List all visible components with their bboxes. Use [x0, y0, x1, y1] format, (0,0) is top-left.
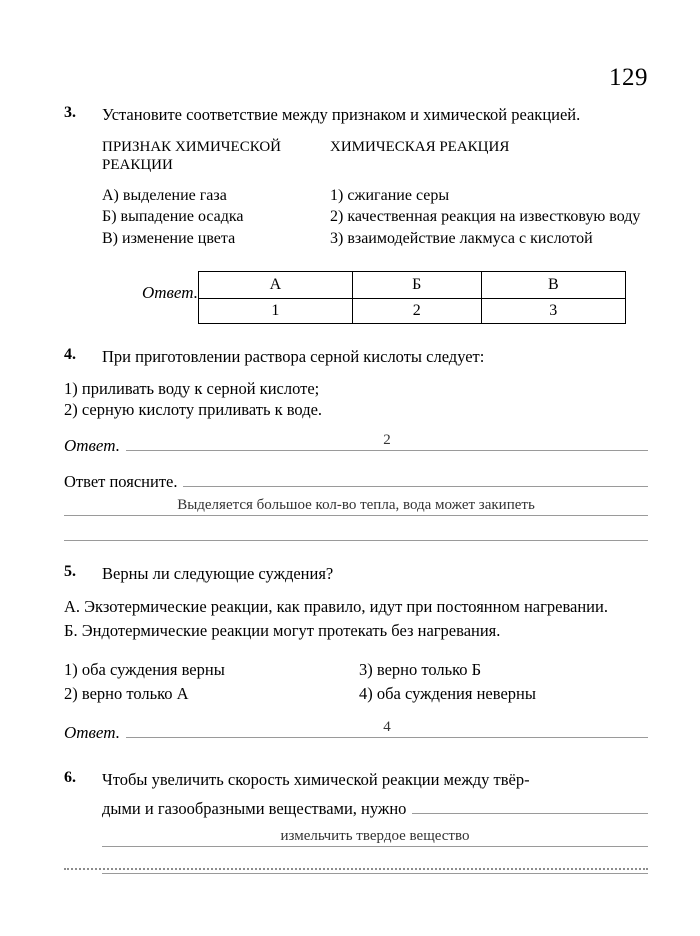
- page-content: [64, 104, 648, 880]
- task-5-option-3[interactable]: 3) верно только Б: [359, 659, 482, 679]
- task-5-option-4[interactable]: 4) оба суждения неверны: [359, 684, 536, 704]
- task-3-left-item-v: В) изменение цвета: [102, 229, 236, 247]
- task-3-columns: [102, 138, 648, 249]
- task-3-header-v: В: [481, 271, 625, 298]
- task-5-body: [102, 563, 648, 584]
- task-6-number: 6.: [64, 769, 76, 787]
- task-5-number: 5.: [64, 563, 76, 581]
- task-3-number: 3.: [64, 104, 76, 121]
- task-3-right-item-3: 3) взаимодействие лакмуса с кислотой: [330, 229, 593, 247]
- task-6-stem-line2: дыми и газообразными веществами, нужно: [102, 798, 407, 818]
- task-4-number: 4.: [64, 345, 76, 363]
- task-3-left-heading: [102, 138, 330, 174]
- task-4-options: [64, 378, 648, 420]
- task-6-stem-line1: Чтобы увеличить скорость химической реакции между твёр-: [102, 770, 530, 790]
- task-3-right-spacer: [330, 167, 648, 185]
- task-4: [64, 346, 648, 541]
- task-4-explain-field-2[interactable]: [64, 496, 648, 516]
- task-3-value-b[interactable]: 2: [352, 298, 481, 323]
- task-3-body: [102, 104, 648, 324]
- task-6-answer-field-1[interactable]: [412, 793, 648, 814]
- task-6-body: [102, 769, 648, 873]
- task-5-options-left: [64, 658, 353, 708]
- task-5-statement-b: Б. Эндотермические реакции могут протекать без нагревания.: [64, 621, 501, 641]
- task-3-answer-label: Ответ.: [142, 282, 198, 302]
- task-3-value-v[interactable]: 3: [481, 298, 625, 323]
- task-5-answer-value: 4: [383, 719, 391, 736]
- task-3-header-a: А: [199, 271, 353, 298]
- task-5-stem: Верны ли следующие суждения?: [102, 564, 334, 584]
- table-row: [199, 298, 626, 323]
- task-4-explain-field-3[interactable]: [64, 520, 648, 541]
- task-4-answer-field[interactable]: [126, 434, 648, 451]
- task-4-answer-row: [64, 434, 648, 456]
- task-4-explain-field-1[interactable]: [183, 470, 648, 487]
- table-row: [199, 271, 626, 298]
- page-bottom-divider: [64, 868, 648, 870]
- task-3-right-heading: ХИМИЧЕСКАЯ РЕАКЦИЯ: [330, 139, 510, 156]
- task-3-right-item-2: 2) качественная реакция на известковую воду: [330, 208, 641, 226]
- task-5-option-1[interactable]: 1) оба суждения верны: [64, 659, 225, 679]
- task-4-option-2: 2) серную кислоту приливать к воде.: [64, 400, 323, 420]
- task-4-answer-value: 2: [383, 432, 391, 449]
- task-4-option-1: 1) приливать воду к серной кислоте;: [64, 379, 320, 399]
- task-3-left-item-b: Б) выпадение осадка: [102, 208, 244, 226]
- task-3-stem: Установите соответствие между признаком и химической реакцией.: [102, 105, 581, 124]
- task-3-left-heading-line2: РЕАКЦИИ: [102, 157, 173, 174]
- task-5-answer-field[interactable]: [126, 721, 648, 738]
- task-6: [64, 769, 648, 873]
- task-3: [64, 104, 648, 324]
- task-3-right-item-1: 1) сжигание серы: [330, 187, 450, 205]
- task-3-value-a[interactable]: 1: [199, 298, 353, 323]
- task-5-statement-a: А. Экзотермические реакции, как правило, идут при постоянном нагревании.: [64, 597, 608, 617]
- task-5: [64, 563, 648, 743]
- task-3-right-column: [330, 138, 648, 249]
- task-3-left-column: [102, 138, 330, 249]
- task-4-explain-value: Выделяется большое кол-во тепла, вода может закипеть: [177, 497, 535, 514]
- task-4-explain-row: [64, 470, 648, 492]
- task-4-body: [102, 346, 648, 367]
- task-3-header-b: Б: [352, 271, 481, 298]
- task-5-options: [64, 658, 648, 708]
- task-4-explain-label: Ответ поясните.: [64, 472, 178, 492]
- task-6-answer-value: измельчить твердое вещество: [280, 827, 470, 844]
- task-4-answer-label: Ответ.: [64, 436, 120, 456]
- task-6-stem-row2: [102, 793, 648, 819]
- task-3-answer-table[interactable]: [198, 271, 626, 324]
- task-3-left-item-a: А) выделение газа: [102, 187, 227, 205]
- task-5-answer-row: [64, 721, 648, 743]
- task-3-answer-row: [102, 271, 648, 324]
- task-6-answer-field-2[interactable]: [102, 823, 648, 847]
- task-5-answer-label: Ответ.: [64, 723, 120, 743]
- task-5-options-right: [353, 658, 648, 708]
- task-4-stem: При приготовлении раствора серной кислоты следует:: [102, 346, 485, 366]
- task-5-option-2[interactable]: 2) верно только А: [64, 684, 189, 704]
- task-6-answer-field-3[interactable]: [102, 851, 648, 874]
- page-number: 129: [609, 64, 648, 91]
- task-3-left-heading-line1: ПРИЗНАК ХИМИЧЕСКОЙ: [102, 139, 281, 156]
- task-5-statements: [64, 596, 648, 641]
